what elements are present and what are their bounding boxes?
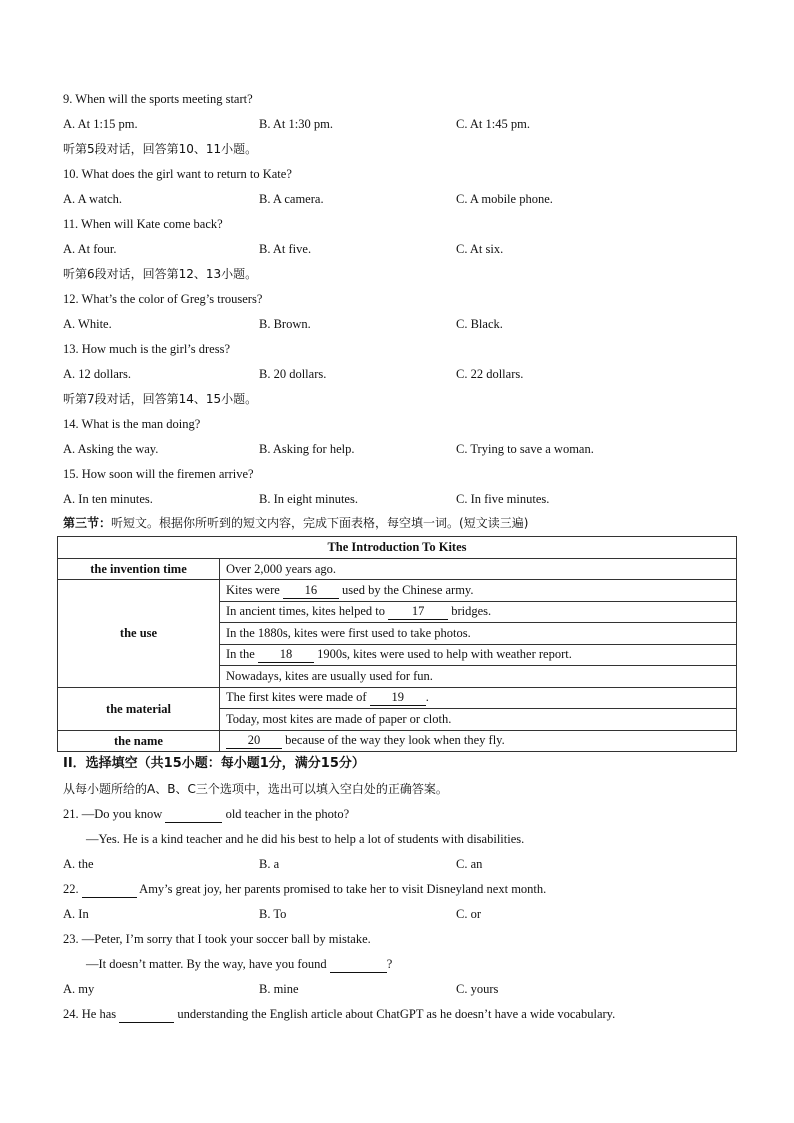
question-15-option-b: B. In eight minutes.	[259, 492, 358, 506]
question-23-option-a: A. my	[63, 982, 95, 996]
cell-text: .	[425, 690, 429, 705]
question-10-option-c: C. A mobile phone.	[456, 192, 553, 206]
cell-text: because of the way they look when they fly.	[282, 733, 505, 748]
question-12-option-b: B. Brown.	[259, 317, 311, 331]
row-head-name: the name	[58, 730, 220, 752]
question-15-option-a: A. In ten minutes.	[63, 492, 153, 506]
section-5-instruction: 听第5段对话，回答第10、11小题。	[63, 142, 258, 156]
question-13-option-a: A. 12 dollars.	[63, 367, 132, 381]
question-13-stem: 13. How much is the girl’s dress?	[63, 342, 230, 356]
question-22-option-b: B. To	[259, 907, 287, 921]
cell-text: bridges.	[448, 604, 492, 619]
question-14-option-c: C. Trying to save a woman.	[456, 442, 594, 456]
answer-blank	[82, 881, 137, 898]
cell-material-2: Today, most kites are made of paper or cloth.	[220, 709, 737, 731]
row-head-material: the material	[58, 687, 220, 730]
table-row	[58, 687, 737, 709]
question-13-option-c: C. 22 dollars.	[456, 367, 524, 381]
row-head-use: the use	[58, 580, 220, 688]
section-7-instruction: 听第7段对话，回答第14、15小题。	[63, 392, 258, 406]
answer-blank	[330, 956, 387, 973]
question-21-option-a: A. the	[63, 857, 94, 871]
question-23-option-c: C. yours	[456, 982, 499, 996]
cell-text: In ancient times, kites helped to	[226, 604, 389, 619]
blank-18: 18	[258, 646, 314, 663]
answer-blank	[119, 1006, 174, 1023]
cell-use-4	[220, 644, 737, 666]
stem-text: 24. He has	[63, 1007, 120, 1021]
question-12-option-a: A. White.	[63, 317, 112, 331]
stem-text: old teacher in the photo?	[222, 807, 350, 821]
cell-text: used by the Chinese army.	[338, 582, 474, 597]
stem-text: 21. —Do you know	[63, 807, 166, 821]
part-3-heading	[63, 515, 528, 531]
blank-16: 16	[283, 582, 339, 599]
cell-use-3: In the 1880s, kites were first used to take photos.	[220, 623, 737, 645]
answer-blank	[165, 806, 222, 823]
stem-text: Amy’s great joy, her parents promised to take her to visit Disneyland next month.	[136, 882, 547, 896]
cell-text: The first kites were made of	[226, 690, 370, 705]
blank-20: 20	[226, 732, 282, 749]
cell-use-2	[220, 601, 737, 623]
cell-use-5: Nowadays, kites are usually used for fun.	[220, 666, 737, 688]
question-11-option-b: B. At five.	[259, 242, 312, 256]
question-22-option-c: C. or	[456, 907, 481, 921]
question-14-option-b: B. Asking for help.	[259, 442, 355, 456]
table-row	[58, 580, 737, 602]
table-title: The Introduction To Kites	[58, 537, 737, 559]
question-14-stem: 14. What is the man doing?	[63, 417, 201, 431]
question-21-option-c: C. an	[456, 857, 483, 871]
question-11-stem: 11. When will Kate come back?	[63, 217, 223, 231]
cell-use-1	[220, 580, 737, 602]
cell-text: In the	[226, 647, 258, 662]
cell-text: 1900s, kites were used to help with weather report.	[313, 647, 572, 662]
question-10-option-a: A. A watch.	[63, 192, 123, 206]
question-21-option-b: B. a	[259, 857, 280, 871]
cell-invention: Over 2,000 years ago.	[220, 558, 737, 580]
question-22-option-a: A. In	[63, 907, 89, 921]
kites-table	[57, 536, 737, 752]
question-14-option-a: A. Asking the way.	[63, 442, 159, 456]
question-11-option-c: C. At six.	[456, 242, 504, 256]
question-23-stem: 23. —Peter, I’m sorry that I took your soccer ball by mistake.	[63, 932, 371, 946]
cell-text: Kites were	[226, 582, 283, 597]
question-9-option-c: C. At 1:45 pm.	[456, 117, 530, 131]
question-12-option-c: C. Black.	[456, 317, 503, 331]
table-row	[58, 730, 737, 752]
question-23-option-b: B. mine	[259, 982, 299, 996]
part-3-label: 第三节：	[63, 516, 112, 530]
question-23-reply	[86, 956, 392, 973]
stem-text: —It doesn’t matter. By the way, have you found	[86, 957, 330, 971]
question-24-stem	[63, 1006, 615, 1023]
question-9-stem: 9. When will the sports meeting start?	[63, 92, 253, 106]
question-15-option-c: C. In five minutes.	[456, 492, 550, 506]
table-title-row	[58, 537, 737, 559]
question-12-stem: 12. What’s the color of Greg’s trousers?	[63, 292, 263, 306]
question-13-option-b: B. 20 dollars.	[259, 367, 327, 381]
question-11-option-a: A. At four.	[63, 242, 117, 256]
part-2-title: II．选择填空（共15小题：每小题1分，满分15分）	[63, 756, 365, 771]
cell-name	[220, 730, 737, 752]
part-3-text: 听短文。根据你所听到的短文内容，完成下面表格，每空填一词。(短文读三遍)	[111, 516, 529, 530]
question-15-stem: 15. How soon will the firemen arrive?	[63, 467, 254, 481]
table-row	[58, 558, 737, 580]
stem-text: understanding the English article about ChatGPT as he doesn’t have a wide vocabulary.	[174, 1007, 616, 1021]
part-2-instruction: 从每小题所给的A、B、C三个选项中，选出可以填入空白处的正确答案。	[63, 782, 448, 796]
question-10-stem: 10. What does the girl want to return to Kate?	[63, 167, 292, 181]
question-9-option-b: B. At 1:30 pm.	[259, 117, 333, 131]
question-21-reply: —Yes. He is a kind teacher and he did his best to help a lot of students with disabilities.	[86, 832, 525, 846]
row-head-invention: the invention time	[58, 558, 220, 580]
question-9-option-a: A. At 1:15 pm.	[63, 117, 138, 131]
cell-material-1	[220, 687, 737, 709]
section-6-instruction: 听第6段对话，回答第12、13小题。	[63, 267, 258, 281]
blank-19: 19	[370, 689, 426, 706]
stem-text: 22.	[63, 882, 82, 896]
blank-17: 17	[388, 603, 448, 620]
question-21-stem	[63, 806, 349, 823]
question-10-option-b: B. A camera.	[259, 192, 324, 206]
stem-text: ?	[386, 957, 393, 971]
question-22-stem	[63, 881, 546, 898]
